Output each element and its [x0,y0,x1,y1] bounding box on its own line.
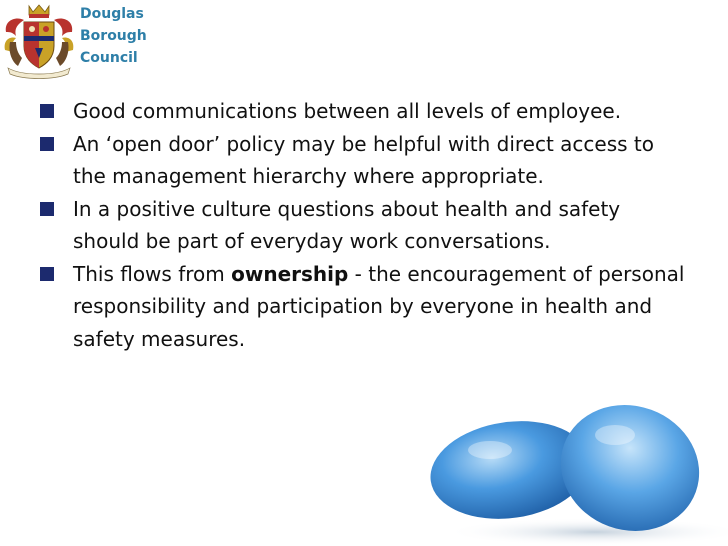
square-bullet-icon [40,104,54,118]
list-item [40,128,690,193]
bullet-list [40,95,690,355]
list-item [40,95,690,128]
bullet-text: In a positive culture questions about health and safety should be part of everyday work conversations. [73,196,621,253]
council-name-line-2: Borough [80,28,147,44]
square-bullet-icon [40,202,54,216]
bullet-bold-word: ownership [231,261,349,286]
bullet-text-before: This flows from [73,261,232,286]
council-name-line-3: Council [80,50,138,66]
council-name [80,3,170,69]
square-bullet-icon [40,137,54,151]
list-item [40,258,690,356]
council-name-line-1: Douglas [80,6,144,22]
bullet-text-after: - the encouragement of personal responsibility and participation by everyone in health and safety measures. [73,261,685,351]
bullet-text: Good communications between all levels of employee. [73,99,622,123]
bullet-text: An ‘open door’ policy may be helpful with direct access to the management hierarchy where appropriate. [73,131,654,188]
square-bullet-icon [40,267,54,281]
blue-pebbles-image [420,380,728,546]
coat-of-arms-icon [2,2,76,80]
list-item [40,193,690,258]
